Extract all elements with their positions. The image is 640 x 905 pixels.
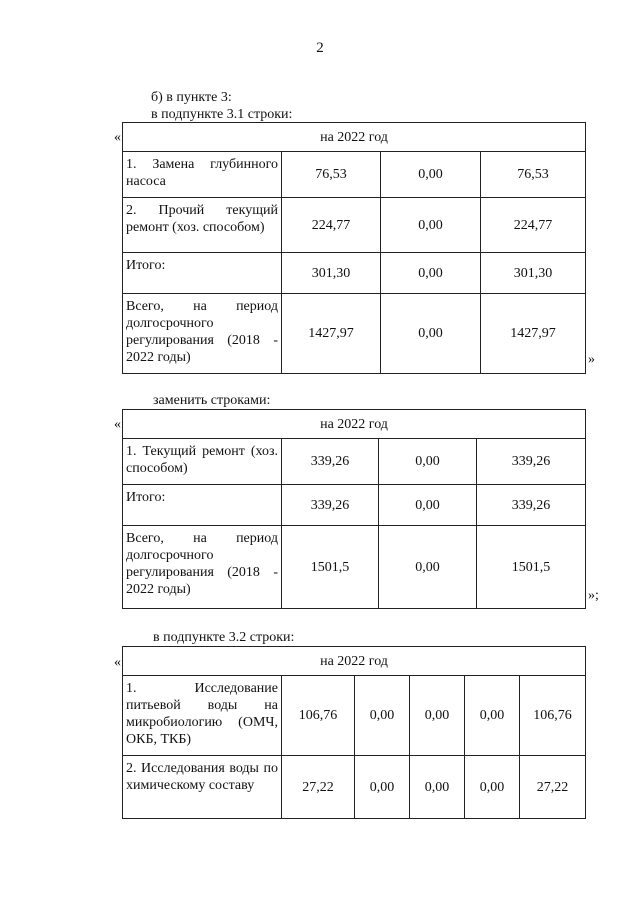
table2-row1-value1: 339,26 (282, 439, 379, 485)
table-row (123, 294, 586, 374)
table-row (123, 676, 586, 756)
table1-row3-label: Итого: (123, 253, 282, 294)
table2-row3-value2: 0,00 (379, 526, 477, 609)
table-row (123, 439, 586, 485)
closing-quote-semicolon: »; (588, 588, 599, 603)
table-row (123, 253, 586, 294)
table-replacement (122, 409, 586, 609)
table1-row2-label: 2. Прочий текущий ремонт (хоз. способом) (123, 198, 282, 253)
table3-row1-value2: 0,00 (355, 676, 410, 756)
opening-quote-1: « (114, 130, 121, 145)
table3-row1-value3: 0,00 (410, 676, 465, 756)
table3-row2-value5: 27,22 (520, 756, 586, 819)
table1-row3-value2: 0,00 (381, 253, 481, 294)
table-row (123, 152, 586, 198)
table-row (123, 756, 586, 819)
subpoint-3-2-text: в подпункте 3.2 строки: (153, 630, 295, 645)
table2-row2-value2: 0,00 (379, 485, 477, 526)
table1-row4-value2: 0,00 (381, 294, 481, 374)
table2-row3-value1: 1501,5 (282, 526, 379, 609)
intro-line-1: б) в пункте 3: (151, 90, 232, 105)
table2-row1-value3: 339,26 (477, 439, 586, 485)
table1-row3-value1: 301,30 (282, 253, 381, 294)
table3-row2-label: 2. Исследования воды по химическому составу (123, 756, 282, 819)
table1-row2-value1: 224,77 (282, 198, 381, 253)
table-subpoint-3-1 (122, 122, 586, 374)
table3-row2-value2: 0,00 (355, 756, 410, 819)
table1-row4-label: Всего, на период долгосрочного регулирования (2018 - 2022 годы) (123, 294, 282, 374)
table1-row2-value3: 224,77 (481, 198, 586, 253)
table2-row1-label: 1. Текущий ремонт (хоз. способом) (123, 439, 282, 485)
table3-row1-value1: 106,76 (282, 676, 355, 756)
table1-header: на 2022 год (123, 123, 586, 152)
table1-row2-value2: 0,00 (381, 198, 481, 253)
table3-header: на 2022 год (123, 647, 586, 676)
table-row (123, 485, 586, 526)
table1-row4-value1: 1427,97 (282, 294, 381, 374)
table2-row1-value2: 0,00 (379, 439, 477, 485)
table1-row3-value3: 301,30 (481, 253, 586, 294)
opening-quote-3: « (114, 655, 121, 670)
opening-quote-2: « (114, 417, 121, 432)
closing-quote-1: » (588, 352, 595, 367)
table2-row2-label: Итого: (123, 485, 282, 526)
table-row (123, 526, 586, 609)
table1-row4-value3: 1427,97 (481, 294, 586, 374)
intro-line-2: в подпункте 3.1 строки: (151, 107, 293, 122)
table3-row2-value3: 0,00 (410, 756, 465, 819)
table2-row2-value3: 339,26 (477, 485, 586, 526)
table1-row1-value1: 76,53 (282, 152, 381, 198)
table1-row1-label: 1. Замена глубинного насоса (123, 152, 282, 198)
table3-row2-value1: 27,22 (282, 756, 355, 819)
table-row (123, 198, 586, 253)
table3-row2-value4: 0,00 (465, 756, 520, 819)
page-number: 2 (316, 40, 324, 56)
table2-row3-label: Всего, на период долгосрочного регулирования (2018 - 2022 годы) (123, 526, 282, 609)
table-subpoint-3-2 (122, 646, 586, 819)
replace-text: заменить строками: (153, 393, 271, 408)
table3-row1-value5: 106,76 (520, 676, 586, 756)
table3-row1-value4: 0,00 (465, 676, 520, 756)
table2-row2-value1: 339,26 (282, 485, 379, 526)
table2-row3-value3: 1501,5 (477, 526, 586, 609)
table2-header: на 2022 год (123, 410, 586, 439)
table3-row1-label: 1. Исследование питьевой воды на микробиологию (ОМЧ, ОКБ, ТКБ) (123, 676, 282, 756)
table1-row1-value2: 0,00 (381, 152, 481, 198)
table1-row1-value3: 76,53 (481, 152, 586, 198)
